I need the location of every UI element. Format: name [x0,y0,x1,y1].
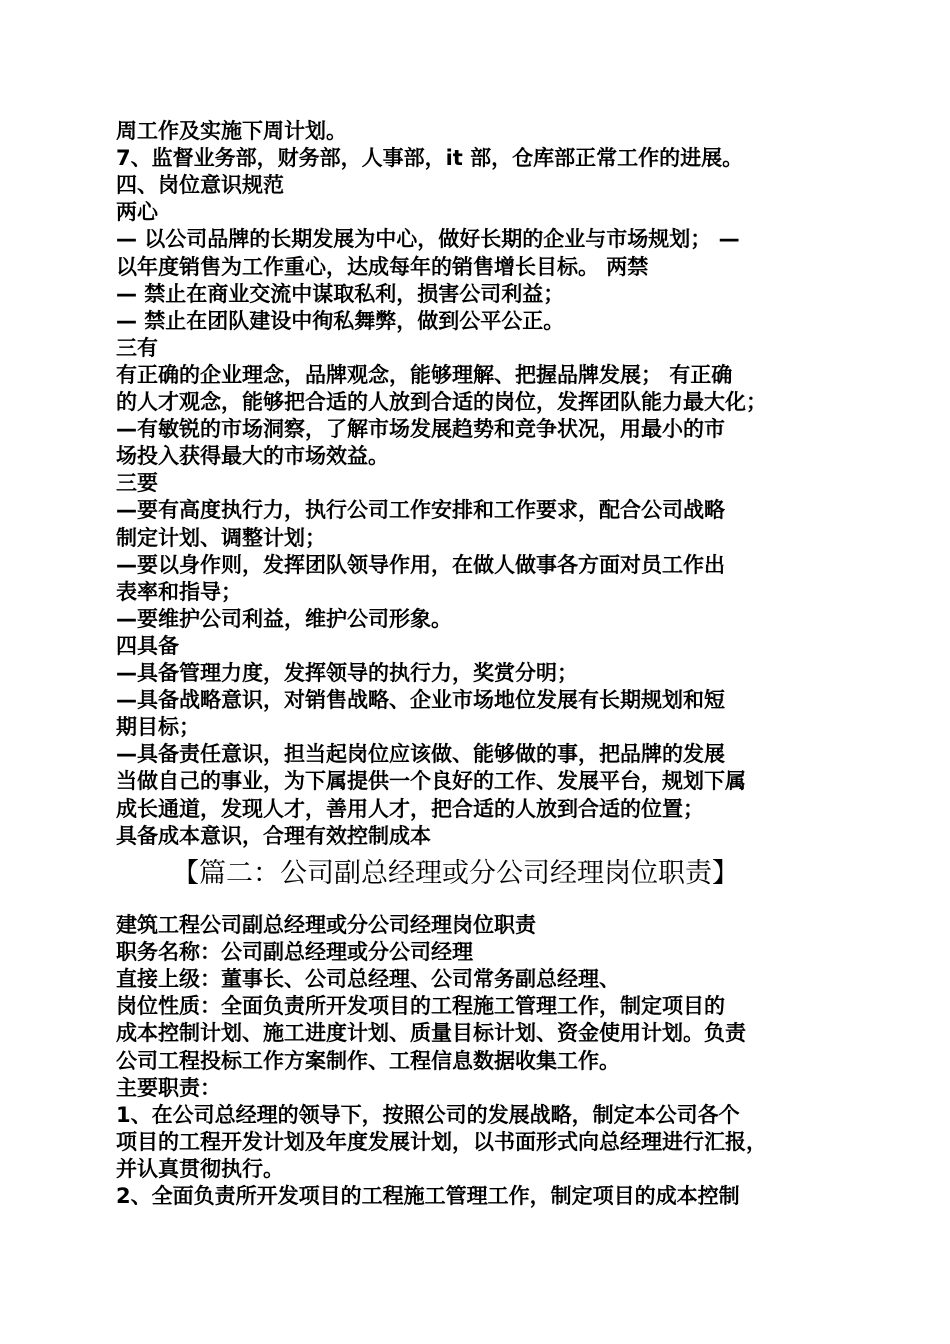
text-line: 成本控制计划、施工进度计划、质量目标计划、资金使用计划。负责 [116,1021,746,1046]
text-line: — 禁止在团队建设中徇私舞弊，做到公平公正。 [116,308,565,333]
text-line: —具备责任意识，担当起岗位应该做、能够做的事，把品牌的发展 [116,742,725,767]
text-line: —具备管理力度，发挥领导的执行力，奖赏分明； [116,661,578,685]
text-line: 直接上级：董事长、公司总经理、公司常务副总经理、 [116,967,620,992]
text-line: 建筑工程公司副总经理或分公司经理岗位职责 [116,913,536,937]
text-line: 场投入获得最大的市场效益。 [116,444,389,469]
text-line: 三要 [116,471,158,496]
text-line: 具备成本意识，合理有效控制成本 [116,823,431,848]
text-line: —要有高度执行力，执行公司工作安排和工作要求，配合公司战略 [116,498,725,523]
text-line: 制定计划、调整计划； [116,525,326,550]
text-line: 期目标； [116,715,200,740]
text-line: — 禁止在商业交流中谋取私利，损害公司利益； [116,281,565,306]
text-line: 并认真贯彻执行。 [116,1156,284,1181]
text-line: —具备战略意识，对销售战略、企业市场地位发展有长期规划和短 [116,688,725,713]
text-line: 四、岗位意识规范 [116,173,284,198]
text-line: 两心 [116,200,158,225]
text-line: 项目的工程开发计划及年度发展计划，以书面形式向总经理进行汇报， [116,1129,767,1154]
text-line: —有敏锐的市场洞察，了解市场发展趋势和竞争状况，用最小的市 [116,417,725,442]
text-line: 三有 [116,335,158,360]
text-line: 的人才观念，能够把合适的人放到合适的岗位，发挥团队能力最大化； [116,390,767,414]
text-line: 2、全面负责所开发项目的工程施工管理工作，制定项目的成本控制 [116,1184,740,1208]
text-line: —要以身作则，发挥团队领导作用，在做人做事各方面对员工作出 [116,552,725,577]
text-line: 1、在公司总经理的领导下，按照公司的发展战略，制定本公司各个 [116,1102,740,1127]
text-line: 职务名称：公司副总经理或分公司经理 [116,940,473,965]
text-line: 岗位性质：全面负责所开发项目的工程施工管理工作，制定项目的 [116,994,725,1019]
text-line: 表率和指导； [116,579,242,604]
text-line: —要维护公司利益，维护公司形象。 [116,606,452,631]
text-line: 主要职责： [116,1075,221,1100]
text-line: — 以公司品牌的长期发展为中心，做好长期的企业与市场规划； — [116,227,740,252]
text-line: 有正确的企业理念，品牌观念，能够理解、把握品牌发展； 有正确 [116,362,733,387]
text-line: 四具备 [116,633,179,658]
text-line: 成长通道，发现人才，善用人才，把合适的人放到合适的位置； [116,796,704,821]
text-line: 以年度销售为工作重心，达成每年的销售增长目标。 两禁 [116,254,649,279]
text-line: 公司工程投标工作方案制作、工程信息数据收集工作。 [116,1048,620,1073]
section-heading: 【篇二：公司副总经理或分公司经理岗位职责】 [172,858,739,889]
text-line: 当做自己的事业，为下属提供一个良好的工作、发展平台，规划下属 [116,769,746,794]
text-line: 周工作及实施下周计划。 [116,119,347,143]
text-line: 7、监督业务部，财务部，人事部，it 部，仓库部正常工作的进展。 [116,146,744,171]
